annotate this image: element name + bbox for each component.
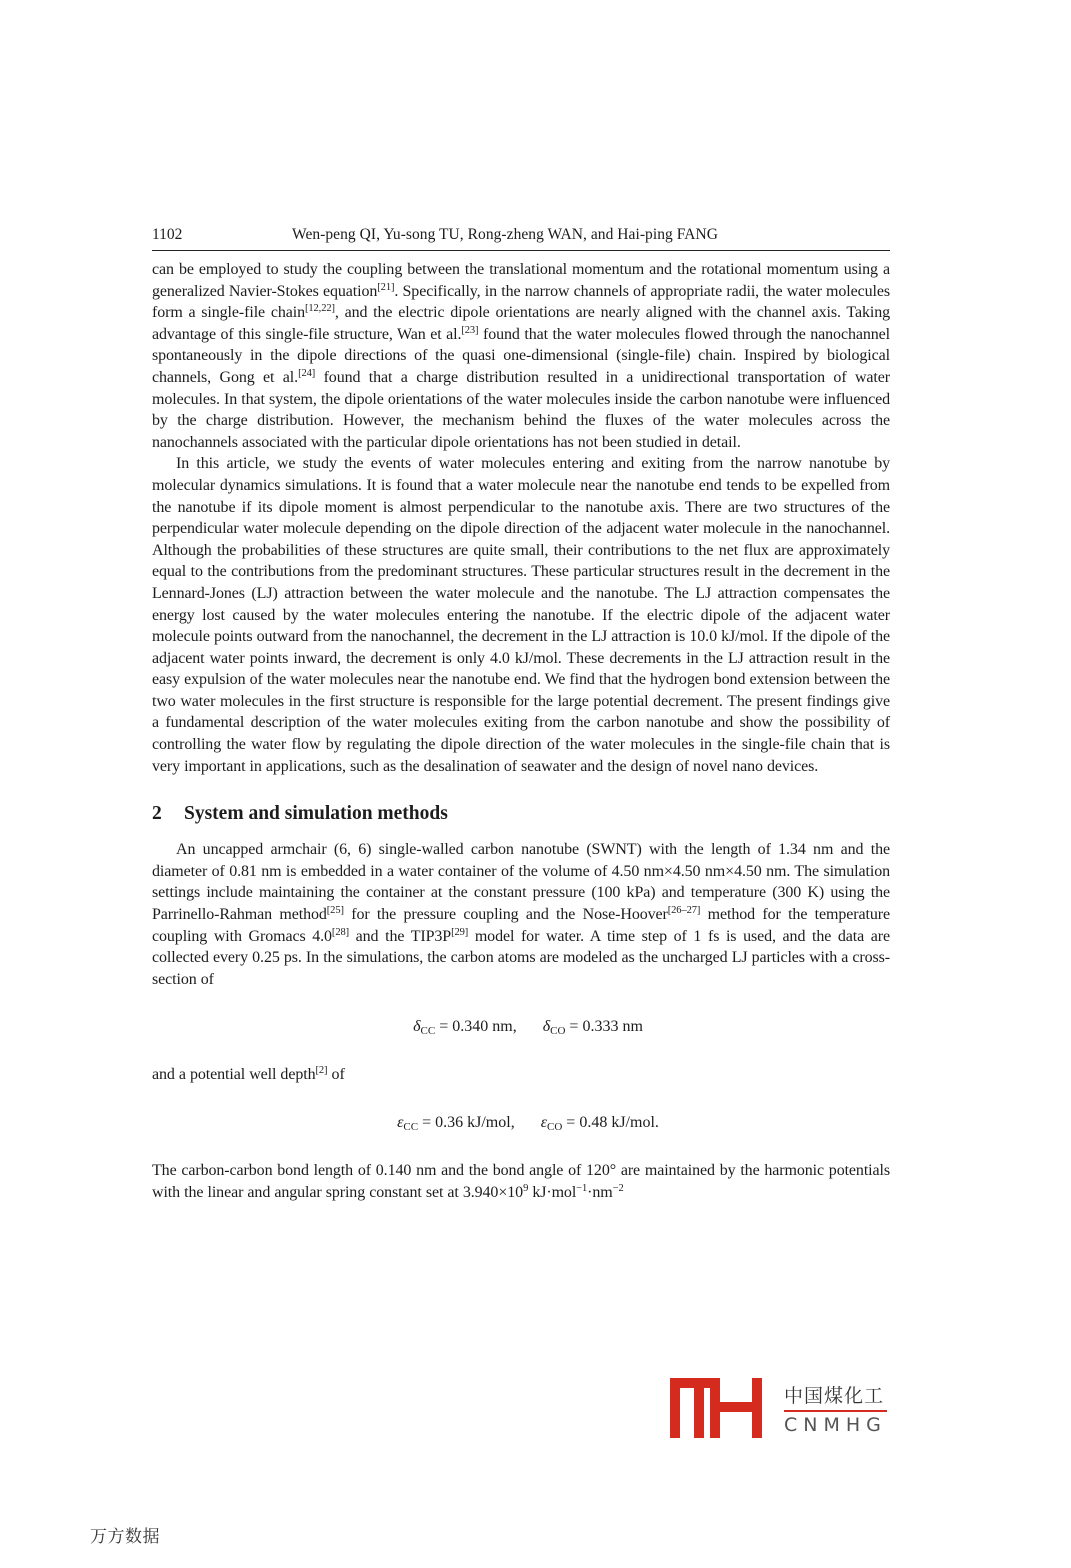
math-value: = 0.36 kJ/mol,: [418, 1114, 515, 1131]
citation: [2]: [315, 1065, 328, 1077]
text-run: of: [327, 1066, 345, 1084]
section-heading: [152, 803, 890, 825]
exponent: −1: [576, 1182, 588, 1194]
mh-logo-icon: [670, 1378, 770, 1438]
text-run: for the pressure coupling and the Nose-Hoover: [343, 906, 668, 924]
section-number: 2: [152, 803, 162, 825]
text-run: method for the temperature coupling with Gromacs 4.0: [152, 906, 890, 945]
text-run: kJ·mol: [528, 1183, 577, 1201]
paper-page: [152, 226, 890, 1203]
math-symbol: δ: [413, 1018, 421, 1036]
running-header: [152, 226, 890, 248]
text-run: found that a charge distribution resulted in a unidirectional transportation of water molecules. In that system, the dipole orientations of the water molecules inside the carbon nanotube were influenced by the charge distribution. However, the mechanism behind the fluxes of the water molecules across the nanochannels associated with the particular dipole orientations has not been studied in detail.: [152, 368, 890, 451]
equation-well-depth: [152, 1114, 890, 1132]
exponent: 9: [523, 1182, 529, 1194]
text-run: model for water. A time step of 1 fs is used, and the data are collected every 0.25 ps. In the simulations, the carbon atoms are modeled as the uncharged LJ particles with a cross-section of: [152, 927, 890, 988]
section-title: System and simulation methods: [184, 803, 448, 825]
citation: [28]: [331, 926, 350, 938]
math-subscript: CC: [403, 1121, 419, 1133]
text-run: The carbon-carbon bond length of 0.140 nm and the bond angle of 120° are maintained by the harmonic potentials with the linear and angular spring constant set at 3.940×10: [152, 1162, 890, 1201]
citation: [26–27]: [667, 905, 701, 917]
text-run: , and the electric dipole orientations are nearly aligned with the channel axis. Taking advantage of this single-file structure, Wan et al.: [152, 304, 891, 343]
paragraph-methods: [152, 839, 890, 990]
text-run: found that the water molecules flowed through the nanochannel spontaneously in the dipole directions of the quasi one-dimensional (single-file) chain. Inspired by biological channels, Gong et al.: [152, 325, 891, 386]
header-rule: [152, 250, 890, 251]
citation: [25]: [326, 905, 344, 917]
paragraph-well-depth: [152, 1064, 890, 1086]
math-value: = 0.340 nm,: [435, 1018, 517, 1036]
logo-english-text: CNMHG: [784, 1413, 887, 1436]
math-symbol: δ: [542, 1018, 551, 1036]
paragraph-this-article: In this article, we study the events of water molecules entering and exiting from the narrow nanotube by molecular dynamics simulations. It is found that a water molecule near the nanotube end tends to be expelled from the nanotube if its dipole moment is almost perpendicular to the nanotube axis. There are two structures of the perpendicular water molecule depending on the dipole direction of the adjacent water molecule in the nanochannel. Although the probabilities of these structures are quite small, their contributions to the net flux are approximately equal to the contributions from the predominant structures. These particular structures result in the decrement in the Lennard-Jones (LJ) attraction between the water molecule and the nanotube. The LJ attraction compensates the energy lost caused by the water molecules entering the nanotube. If the electric dipole of the adjacent water molecule points outward from the nanochannel, the decrement in the LJ attraction is 10.0 kJ/mol. If the dipole of the adjacent water points inward, the decrement is only 4.0 kJ/mol. These decrements in the LJ attraction result in the easy expulsion of the water molecules near the nanotube end. We find that the hydrogen bond extension between the two water molecules in the first structure is responsible for the large potential decrement. The present findings give a fundamental description of the water molecules exiting from the carbon nanotube and show the possibility of controlling the water flow by regulating the dipole direction of the water molecules in the single-file chain that is very important in applications, such as the desalination of seawater and the design of novel nano devices.: [152, 455, 890, 775]
page-number: 1102: [152, 226, 183, 243]
cnmhg-logo: [670, 1378, 887, 1438]
text-run: ·nm: [587, 1183, 613, 1201]
logo-text: [784, 1381, 887, 1436]
math-symbol: ε: [540, 1114, 548, 1131]
exponent: −2: [612, 1182, 624, 1194]
math-symbol: ε: [397, 1114, 404, 1131]
equation-cross-section: [152, 1018, 890, 1036]
math-subscript: CO: [550, 1025, 566, 1038]
source-watermark: 万方数据: [90, 1527, 160, 1547]
author-list: Wen-peng QI, Yu-song TU, Rong-zheng WAN, and Hai-ping FANG: [292, 226, 718, 243]
citation: [29]: [451, 926, 469, 938]
math-value: = 0.333 nm: [565, 1018, 643, 1036]
citation: [21]: [377, 281, 395, 293]
text-run: can be employed to study the coupling between the translational momentum and the rotational momentum using a generalized Navier-Stokes equation: [152, 261, 890, 300]
logo-chinese-text: 中国煤化工: [784, 1381, 887, 1412]
citation: [24]: [298, 367, 316, 379]
math-subscript: CO: [547, 1121, 563, 1133]
paragraph-intro-continued: [152, 259, 890, 453]
math-subscript: CC: [420, 1025, 436, 1038]
text-run: and a potential well depth: [152, 1066, 316, 1084]
citation: [12,22]: [304, 303, 335, 315]
paragraph-bond-params: [152, 1160, 890, 1203]
citation: [23]: [461, 324, 479, 336]
text-run: and the TIP3P: [349, 927, 452, 945]
text-run: . Specifically, in the narrow channels of appropriate radii, the water molecules form a single-file chain: [152, 282, 890, 322]
math-value: = 0.48 kJ/mol.: [562, 1114, 659, 1131]
text-run: An uncapped armchair (6, 6) single-walled carbon nanotube (SWNT) with the length of 1.34 nm and the diameter of 0.81 nm is embedded in a water container of the volume of 4.50 nm×4.50 nm×4.50 nm. The simulation settings include maintaining the container at the constant pressure (100 kPa) and temperature (300 K) using the Parrinello-Rahman method: [152, 841, 890, 924]
